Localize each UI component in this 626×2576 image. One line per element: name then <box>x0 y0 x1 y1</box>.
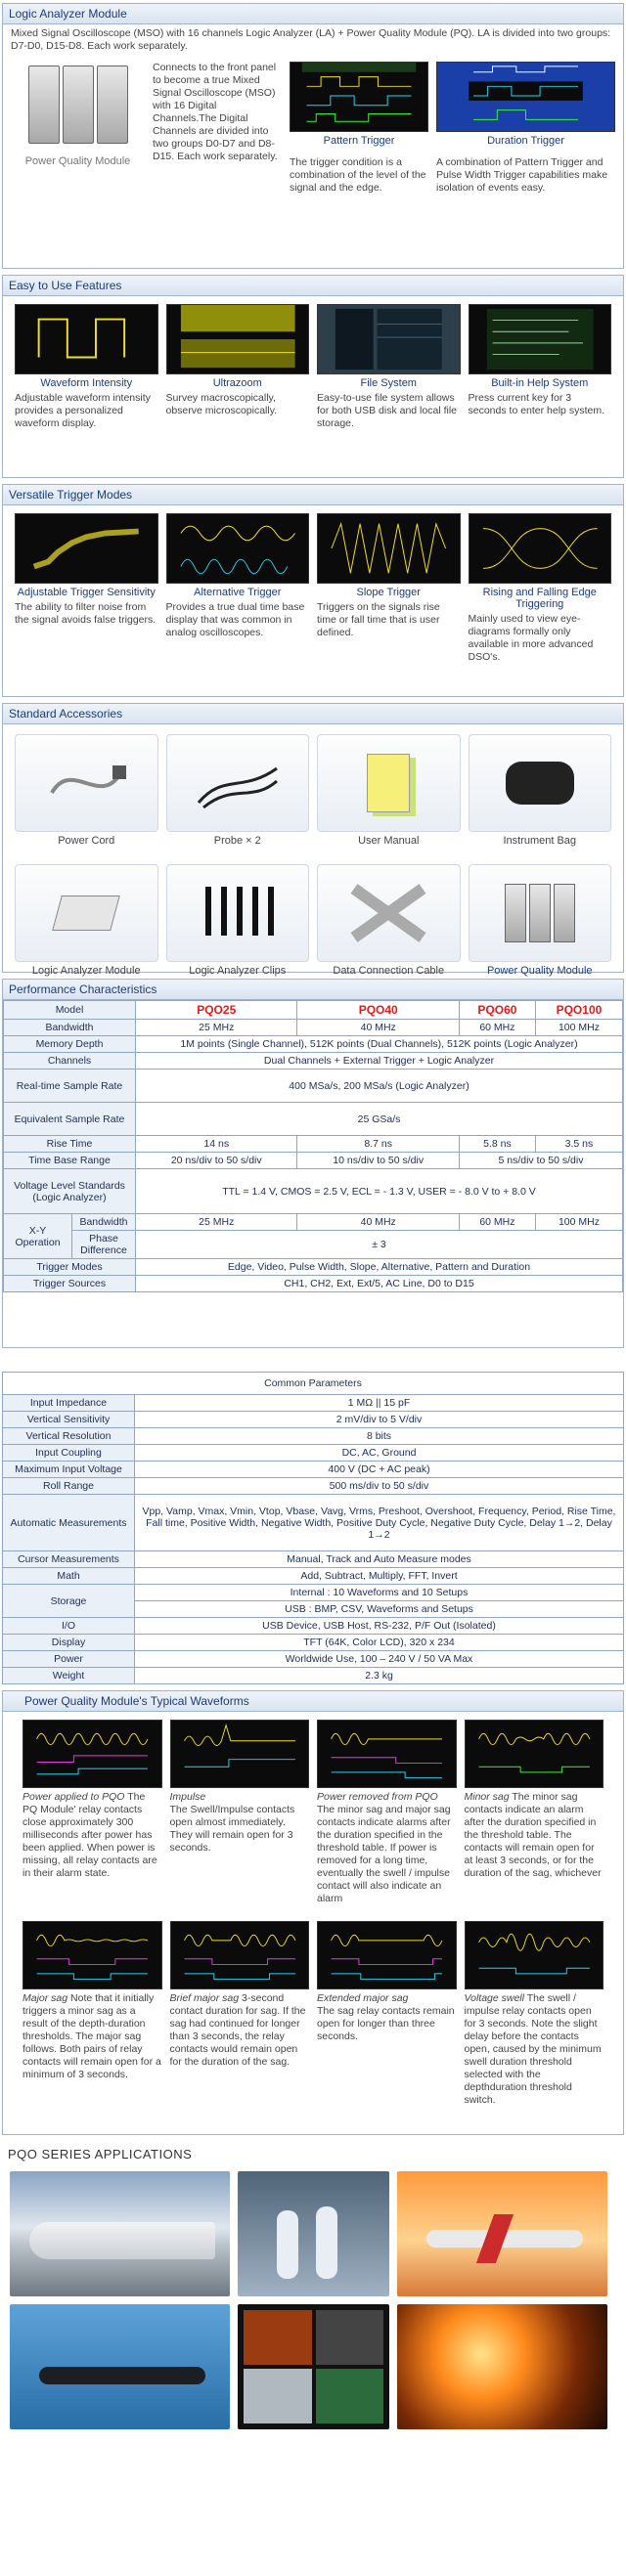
logic-analyzer-section <box>2 3 624 269</box>
table-cell: 25 MHz <box>136 1020 297 1036</box>
table-row <box>3 1618 624 1635</box>
waveform-text: The PQ Module' relay contacts close approximately 300 milliseconds after power has been applied. When power is missing, all relay contacts are in their alarm state. <box>22 1791 157 1879</box>
pqm-caption: Power Quality Module <box>24 155 131 167</box>
table-cell: 40 MHz <box>297 1020 459 1036</box>
waveform-intensity-desc: Adjustable waveform intensity provides a personalized waveform display. <box>15 392 151 429</box>
waveform-text: Note that it initially triggers a minor sag as a result of the depth-duration thresholds. The major sag follows. Both pairs of relay contacts will remain open for a minimum of 3 seconds. <box>22 1992 161 2080</box>
table-cell: 40 MHz <box>297 1214 459 1231</box>
table-cell: 100 MHz <box>535 1020 622 1036</box>
model-name: PQO40 <box>297 1001 459 1020</box>
waveform-text: The Swell/Impulse contacts open almost immediately. They will remain open for 3 seconds. <box>169 1804 295 1854</box>
table-cell: 25 GSa/s <box>136 1103 623 1136</box>
accessory-caption: Power Cord <box>58 835 115 847</box>
table-label: Voltage Level Standards (Logic Analyzer) <box>4 1169 136 1214</box>
table-label: Display <box>3 1635 135 1651</box>
easy-features-section <box>2 275 624 478</box>
table-label: Trigger Sources <box>4 1276 136 1292</box>
table-cell: 20 ns/div to 50 s/div <box>136 1153 297 1169</box>
table-cell: 1M points (Single Channel), 512K points (Dual Channels), 512K points (Logic Analyzer) <box>136 1036 623 1053</box>
table-title: Common Parameters <box>3 1373 624 1395</box>
table-row <box>3 1551 624 1568</box>
table-label: Phase Difference <box>72 1231 136 1259</box>
table-label: Trigger Modes <box>4 1259 136 1276</box>
table-row <box>3 1651 624 1668</box>
table-cell: 5 ns/div to 50 s/div <box>459 1153 622 1169</box>
table-row <box>4 1103 623 1136</box>
waveform-text: The minor sag and major sag contacts indicate alarms after the duration specified in the threshold table. If power is removed for a long time, eventually the swell / impulse contact will also indicate an alarm <box>317 1804 451 1904</box>
table-row <box>3 1585 624 1601</box>
alternative-trigger-caption: Alternative Trigger <box>194 587 282 598</box>
duration-trigger-caption: Duration Trigger <box>487 135 564 147</box>
table-label: X-Y Operation <box>4 1214 72 1259</box>
pattern-trigger-desc: The trigger condition is a combination of the level of the signal and the edge. <box>290 156 426 194</box>
table-row <box>3 1462 624 1478</box>
waveform-text: The swell / impulse relay contacts open for 3 seconds. Note the slight delay before the contacts open, caused by the minimum swell duration threshold selected with the depthduration threshold switch. <box>464 1992 602 2106</box>
accessory-caption: Power Quality Module <box>486 965 593 977</box>
help-system-caption: Built-in Help System <box>491 377 589 389</box>
la-connect-text: Connects to the front panel to become a true Mixed Signal Oscilloscope (MSO) with 16 Digital Channels.The Digital Channels are divided into two groups D0-D7 and D8-D15. Each work separately. <box>153 62 278 162</box>
table-row <box>3 1428 624 1445</box>
electronics-photo <box>238 2304 389 2429</box>
waveform-title: Major sag <box>22 1992 68 2004</box>
table-row <box>3 1395 624 1412</box>
table-cell: USB : BMP, CSV, Waveforms and Setups <box>135 1601 624 1618</box>
help-system-screenshot <box>469 304 612 374</box>
trigger-sensitivity-screenshot <box>15 513 158 584</box>
table-cell: TFT (64K, Color LCD), 320 x 234 <box>135 1635 624 1651</box>
table-cell: Edge, Video, Pulse Width, Slope, Alternative, Pattern and Duration <box>136 1259 623 1276</box>
table-row <box>3 1412 624 1428</box>
instrument-bag-image <box>469 734 612 832</box>
table-row <box>3 1495 624 1551</box>
trigger-sensitivity-caption: Adjustable Trigger Sensitivity <box>17 587 156 598</box>
airplane-photo <box>397 2171 607 2296</box>
table-cell: 8.7 ns <box>297 1136 459 1153</box>
model-name: PQO100 <box>535 1001 622 1020</box>
slope-trigger-screenshot <box>317 513 461 584</box>
slope-trigger-desc: Triggers on the signals rise time or fall time that is user defined. <box>317 601 440 638</box>
table-cell: 5.8 ns <box>459 1136 535 1153</box>
ultrazoom-desc: Survey macroscopically, observe microscopically. <box>165 392 278 416</box>
table-row <box>4 1231 623 1259</box>
table-cell: Manual, Track and Auto Measure modes <box>135 1551 624 1568</box>
waveform-title: Impulse <box>169 1791 206 1803</box>
table-cell: ± 3 <box>136 1231 623 1259</box>
slope-trigger-caption: Slope Trigger <box>356 587 421 598</box>
table-label: Equivalent Sample Rate <box>4 1103 136 1136</box>
edge-trigger-desc: Mainly used to view eye-diagrams formally only available in more advanced DSO's. <box>468 613 594 663</box>
waveform-screenshot <box>170 1720 310 1788</box>
accessory-caption: Instrument Bag <box>503 835 577 847</box>
table-cell: 14 ns <box>136 1136 297 1153</box>
table-cell: DC, AC, Ground <box>135 1445 624 1462</box>
table-label: Input Impedance <box>3 1395 135 1412</box>
table-cell: Worldwide Use, 100 – 240 V / 50 VA Max <box>135 1651 624 1668</box>
help-system-desc: Press current key for 3 seconds to enter help system. <box>468 392 604 416</box>
table-label: I/O <box>3 1618 135 1635</box>
waveform-intensity-caption: Waveform Intensity <box>40 377 133 389</box>
table-row <box>3 1478 624 1495</box>
table-label: Vertical Resolution <box>3 1428 135 1445</box>
bullet-train-photo <box>10 2171 230 2296</box>
table-cell: 10 ns/div to 50 s/div <box>297 1153 459 1169</box>
page <box>0 3 626 2437</box>
waveform-title: Power removed from PQO <box>317 1791 438 1803</box>
table-cell: 2 mV/div to 5 V/div <box>135 1412 624 1428</box>
pattern-trigger-screenshot <box>290 62 428 132</box>
accessories-section <box>2 703 624 977</box>
table-label: Maximum Input Voltage <box>3 1462 135 1478</box>
edge-trigger-caption: Rising and Falling Edge Triggering <box>482 587 597 610</box>
table-label: Power <box>3 1651 135 1668</box>
duration-trigger-screenshot <box>436 62 615 132</box>
model-name: PQO60 <box>459 1001 535 1020</box>
table-cell: USB Device, USB Host, RS-232, P/F Out (Isolated) <box>135 1618 624 1635</box>
performance-section <box>2 979 624 1348</box>
table-row <box>4 1276 623 1292</box>
duration-trigger-desc: A combination of Pattern Trigger and Pulse Width Trigger capabilities make isolation of events easy. <box>436 156 608 194</box>
table-cell: 500 ms/div to 50 s/div <box>135 1478 624 1495</box>
file-system-desc: Easy-to-use file system allows for both USB disk and local file storage. <box>317 392 457 429</box>
accessory-caption: Data Connection Cable <box>333 965 445 977</box>
table-row <box>4 1169 623 1214</box>
common-parameters-section <box>2 1372 624 1684</box>
table-cell: CH1, CH2, Ext, Ext/5, AC Line, D0 to D15 <box>136 1276 623 1292</box>
waveform-screenshot <box>22 1921 162 1989</box>
table-cell: 60 MHz <box>459 1214 535 1231</box>
section-title: Logic Analyzer Module <box>3 4 623 24</box>
waveform-text: The sag relay contacts remain open for longer than three seconds. <box>317 2005 455 2042</box>
pq-waveforms-section <box>2 1690 624 2135</box>
accessory-caption: Probe × 2 <box>213 835 261 847</box>
table-label: Memory Depth <box>4 1036 136 1053</box>
table-label: Automatic Measurements <box>3 1495 135 1551</box>
table-row <box>4 1001 623 1020</box>
table-row <box>3 1445 624 1462</box>
table-cell: 100 MHz <box>535 1214 622 1231</box>
table-cell: TTL = 1.4 V, CMOS = 2.5 V, ECL = - 1.3 V, USER = - 8.0 V to + 8.0 V <box>136 1169 623 1214</box>
alternative-trigger-screenshot <box>166 513 310 584</box>
accessory-caption: Logic Analyzer Clips <box>189 965 287 977</box>
table-cell: Add, Subtract, Multiply, FFT, Invert <box>135 1568 624 1585</box>
table-cell: 2.3 kg <box>135 1668 624 1684</box>
table-cell: Internal : 10 Waveforms and 10 Setups <box>135 1585 624 1601</box>
table-cell: Vpp, Vamp, Vmax, Vmin, Vtop, Vbase, Vavg, Vrms, Preshoot, Overshoot, Frequency, Period, Rise Time, Fall time, Positive Width, Negative Width, Positive Duty Cycle, Negative Duty Cycle, Delay 1→2, Delay 1→2 <box>135 1495 624 1551</box>
waveform-screenshot <box>465 1921 604 1989</box>
data-cable-image <box>317 864 461 962</box>
power-quality-module-image <box>469 864 612 962</box>
table-label: Input Coupling <box>3 1445 135 1462</box>
waveform-title: Voltage swell <box>464 1992 524 2004</box>
applications-section <box>0 2141 626 2437</box>
waveform-title: Extended major sag <box>317 1992 409 2004</box>
table-cell: 1 MΩ || 15 pF <box>135 1395 624 1412</box>
file-system-screenshot <box>317 304 461 374</box>
edge-trigger-screenshot <box>469 513 612 584</box>
table-label: Time Base Range <box>4 1153 136 1169</box>
la-intro: Mixed Signal Oscilloscope (MSO) with 16 channels Logic Analyzer (LA) + Power Quality Module (PQ). LA is divided into two groups: D7-D0, D15-D8. Each work separately. <box>11 27 611 52</box>
table-row <box>4 1136 623 1153</box>
accessory-caption: Logic Analyzer Module <box>31 965 141 977</box>
waveform-screenshot <box>317 1921 457 1989</box>
table-cell: 3.5 ns <box>535 1136 622 1153</box>
table-cell: 8 bits <box>135 1428 624 1445</box>
logic-analyzer-clips-image <box>166 864 310 962</box>
table-row <box>4 1070 623 1103</box>
accessory-caption: User Manual <box>358 835 420 847</box>
table-cell: 400 MSa/s, 200 MSa/s (Logic Analyzer) <box>136 1070 623 1103</box>
waveform-intensity-screenshot <box>15 304 158 374</box>
table-cell: Dual Channels + External Trigger + Logic Analyzer <box>136 1053 623 1070</box>
table-label: Roll Range <box>3 1478 135 1495</box>
applications-title: PQO SERIES APPLICATIONS <box>8 2147 193 2161</box>
table-row <box>4 1036 623 1053</box>
trigger-sensitivity-desc: The ability to filter noise from the signal avoids false triggers. <box>15 601 156 626</box>
table-label: Bandwidth <box>4 1020 136 1036</box>
foundry-photo <box>397 2304 607 2429</box>
section-title: Standard Accessories <box>3 704 623 724</box>
waveform-text: 3-second contact duration for sag. If the sag had continued for longer than 3 seconds, the relay contacts would remain open for the duration of the sag. <box>169 1992 306 2068</box>
table-label: Math <box>3 1568 135 1585</box>
power-quality-module-image <box>11 62 145 152</box>
trigger-modes-section <box>2 484 624 697</box>
table-row <box>3 1668 624 1684</box>
section-title: Power Quality Module's Typical Waveforms <box>3 1691 623 1712</box>
section-title: Easy to Use Features <box>3 276 623 296</box>
logic-analyzer-module-image <box>15 864 158 962</box>
table-label: Weight <box>3 1668 135 1684</box>
waveform-screenshot <box>317 1720 457 1788</box>
waveform-text: The minor sag contacts indicate an alarm after the duration specified in the threshold table. The contacts will remain open for at least 3 seconds, or for the duration of the sag, whichever <box>464 1791 602 1879</box>
user-manual-image <box>317 734 461 832</box>
table-row <box>4 1259 623 1276</box>
waveform-title: Minor sag <box>464 1791 510 1803</box>
table-row <box>3 1373 624 1395</box>
pattern-trigger-caption: Pattern Trigger <box>323 135 395 147</box>
table-label: Cursor Measurements <box>3 1551 135 1568</box>
table-label: Storage <box>3 1585 135 1618</box>
model-name: PQO25 <box>136 1001 297 1020</box>
table-row <box>4 1053 623 1070</box>
submarine-photo <box>10 2304 230 2429</box>
waveform-screenshot <box>22 1720 162 1788</box>
section-title: Performance Characteristics <box>3 980 623 1000</box>
lab-workers-photo <box>238 2171 389 2296</box>
table-row <box>4 1214 623 1231</box>
table-row <box>4 1153 623 1169</box>
table-row <box>4 1020 623 1036</box>
table-row <box>3 1635 624 1651</box>
table-label: Bandwidth <box>72 1214 136 1231</box>
table-label: Rise Time <box>4 1136 136 1153</box>
section-title: Versatile Trigger Modes <box>3 485 623 505</box>
file-system-caption: File System <box>360 377 417 389</box>
table-row <box>3 1568 624 1585</box>
alternative-trigger-desc: Provides a true dual time base display that was common in analog oscilloscopes. <box>165 601 305 638</box>
ultrazoom-screenshot <box>166 304 310 374</box>
waveform-screenshot <box>170 1921 310 1989</box>
table-label: Model <box>4 1001 136 1020</box>
table-label: Real-time Sample Rate <box>4 1070 136 1103</box>
table-cell: 400 V (DC + AC peak) <box>135 1462 624 1478</box>
performance-table <box>3 1000 623 1292</box>
waveform-title: Power applied to PQO <box>22 1791 125 1803</box>
common-parameters-table <box>2 1372 624 1684</box>
ultrazoom-caption: Ultrazoom <box>212 377 262 389</box>
table-cell: 60 MHz <box>459 1020 535 1036</box>
probe-image <box>166 734 310 832</box>
table-label: Channels <box>4 1053 136 1070</box>
power-cord-image <box>15 734 158 832</box>
table-label: Vertical Sensitivity <box>3 1412 135 1428</box>
waveform-title: Brief major sag <box>169 1992 240 2004</box>
table-cell: 25 MHz <box>136 1214 297 1231</box>
waveform-screenshot <box>465 1720 604 1788</box>
